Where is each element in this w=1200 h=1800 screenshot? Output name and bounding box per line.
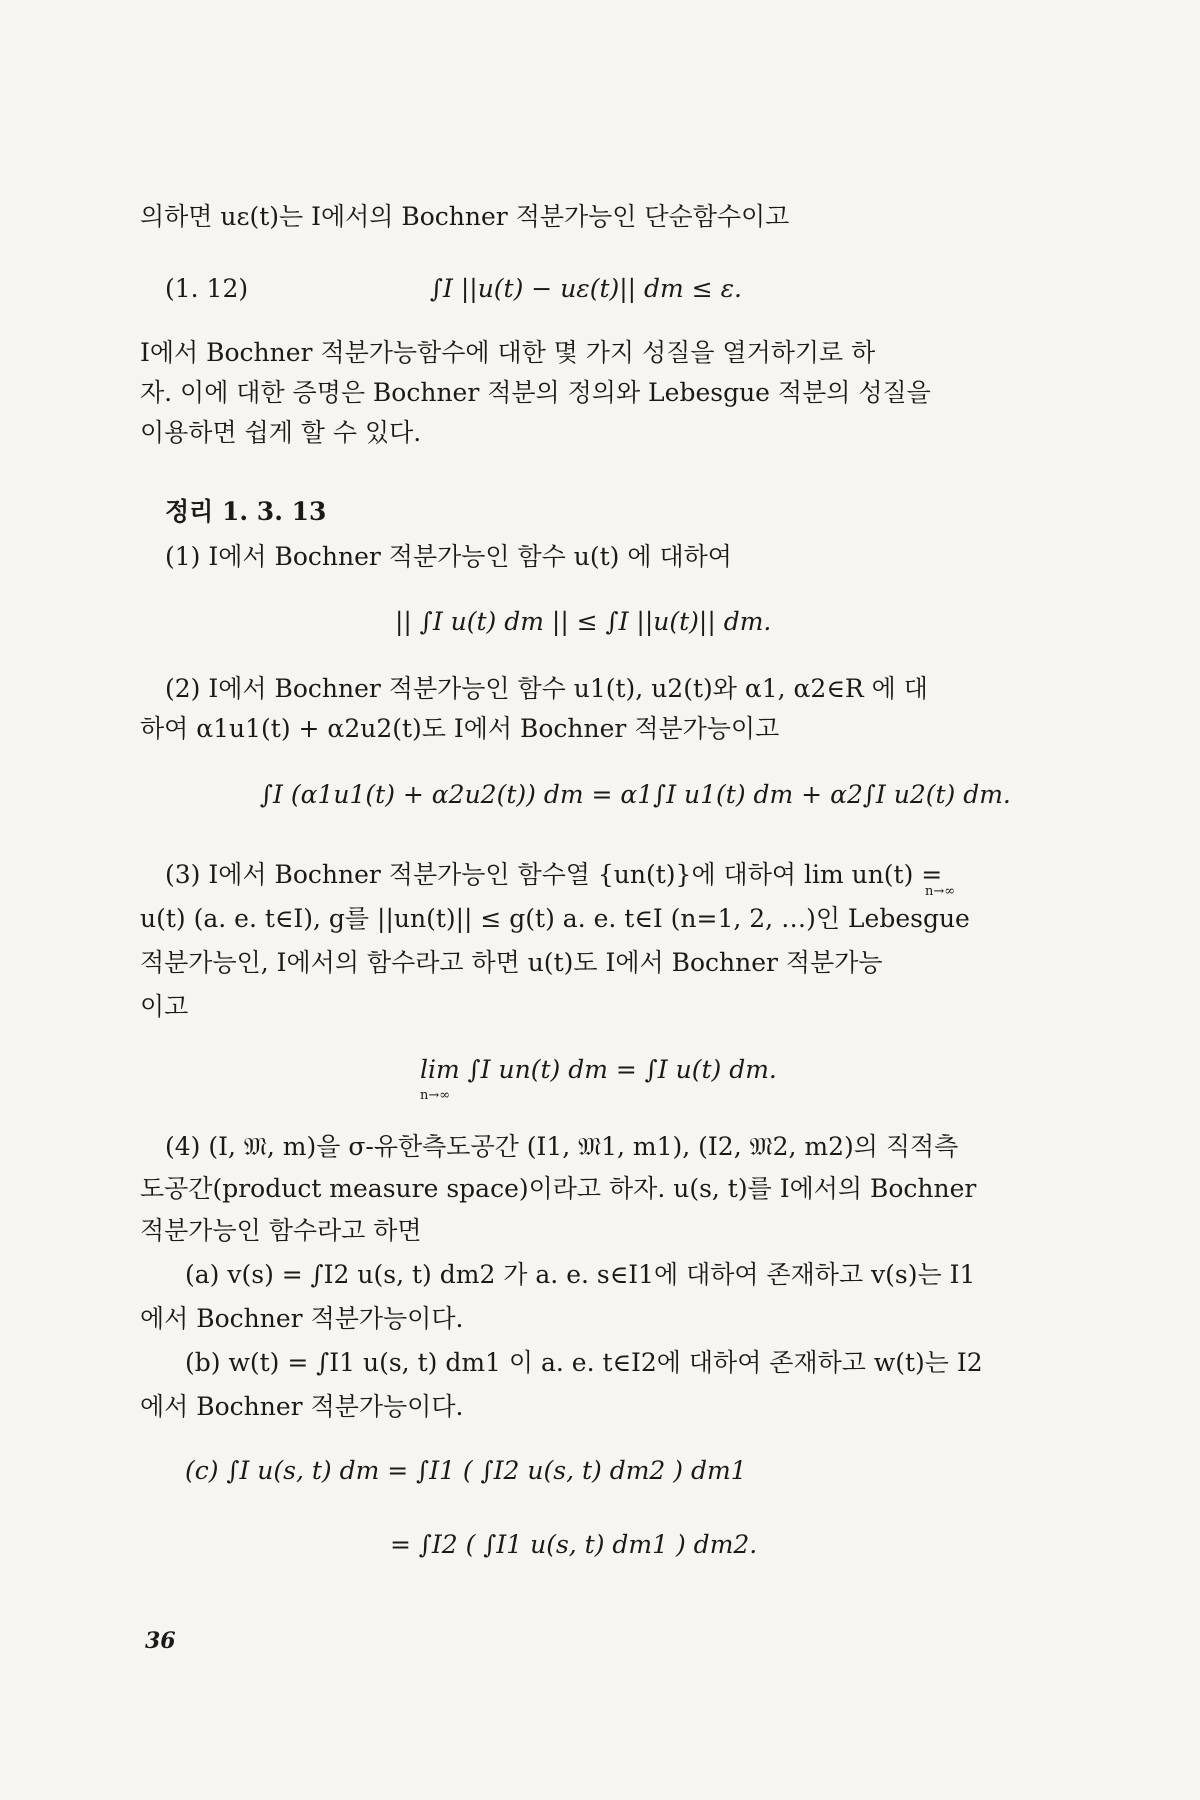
top-line: 의하면 uε(t)는 I에서의 Bochner 적분가능인 단순함수이고 (140, 202, 790, 231)
item-3-line-2: u(t) (a. e. t∈I), g를 ||un(t)|| ≤ g(t) a. e. t∈I (n=1, 2, …)인 Lebesgue (140, 904, 970, 933)
item-3-formula-sub: n→∞ (420, 1088, 451, 1103)
equation-number: (1. 12) (165, 274, 249, 303)
item-4c-line-2: = ∫I2 ( ∫I1 u(s, t) dm1 ) dm2. (390, 1530, 758, 1559)
intro-line-1: I에서 Bochner 적분가능함수에 대한 몇 가지 성질을 열거하기로 하 (140, 338, 876, 367)
item-4a-line-1: (a) v(s) = ∫I2 u(s, t) dm2 가 a. e. s∈I1에 대하여 존재하고 v(s)는 I1 (185, 1260, 976, 1289)
page-number: 36 (145, 1628, 176, 1654)
item-4-line-1: (4) (I, 𝔐, m)을 σ-유한측도공간 (I1, 𝔐1, m1), (I2, 𝔐2, m2)의 직적측 (165, 1132, 959, 1161)
item-4-line-2: 도공간(product measure space)이라고 하자. u(s, t)를 I에서의 Bochner (140, 1174, 977, 1203)
item-3-line-4: 이고 (140, 992, 189, 1021)
theorem-title: 정리 1. 3. 13 (165, 497, 327, 526)
intro-line-2: 자. 이에 대한 증명은 Bochner 적분의 정의와 Lebesgue 적분의 성질을 (140, 378, 931, 407)
intro-line-3: 이용하면 쉽게 할 수 있다. (140, 418, 422, 447)
item-2-line-1: (2) I에서 Bochner 적분가능인 함수 u1(t), u2(t)와 α1, α2∈R 에 대 (165, 674, 928, 703)
item-4b-line-1: (b) w(t) = ∫I1 u(s, t) dm1 이 a. e. t∈I2에 대하여 존재하고 w(t)는 I2 (185, 1348, 983, 1377)
item-4a-line-2: 에서 Bochner 적분가능이다. (140, 1304, 464, 1333)
item-3-formula: lim ∫I un(t) dm = ∫I u(t) dm. (420, 1055, 777, 1084)
item-2-formula: ∫I (α1u1(t) + α2u2(t)) dm = α1∫I u1(t) dm + α2∫I u2(t) dm. (260, 780, 1011, 809)
item-4b-line-2: 에서 Bochner 적분가능이다. (140, 1392, 464, 1421)
item-1-formula: || ∫I u(t) dm || ≤ ∫I ||u(t)|| dm. (395, 607, 772, 636)
item-2-line-2: 하여 α1u1(t) + α2u2(t)도 I에서 Bochner 적분가능이고 (140, 714, 780, 743)
item-3-line-1: (3) I에서 Bochner 적분가능인 함수열 {un(t)}에 대하여 lim un(t) = (165, 860, 943, 889)
item-3-lim-sub: n→∞ (925, 884, 956, 899)
item-4-line-3: 적분가능인 함수라고 하면 (140, 1216, 422, 1245)
item-4c-line-1: (c) ∫I u(s, t) dm = ∫I1 ( ∫I2 u(s, t) dm2 ) dm1 (185, 1456, 747, 1485)
item-1-text: (1) I에서 Bochner 적분가능인 함수 u(t) 에 대하여 (165, 542, 732, 571)
item-3-line-3: 적분가능인, I에서의 함수라고 하면 u(t)도 I에서 Bochner 적분가능 (140, 948, 883, 977)
equation-1-12: ∫I ||u(t) − uε(t)|| dm ≤ ε. (430, 274, 742, 303)
